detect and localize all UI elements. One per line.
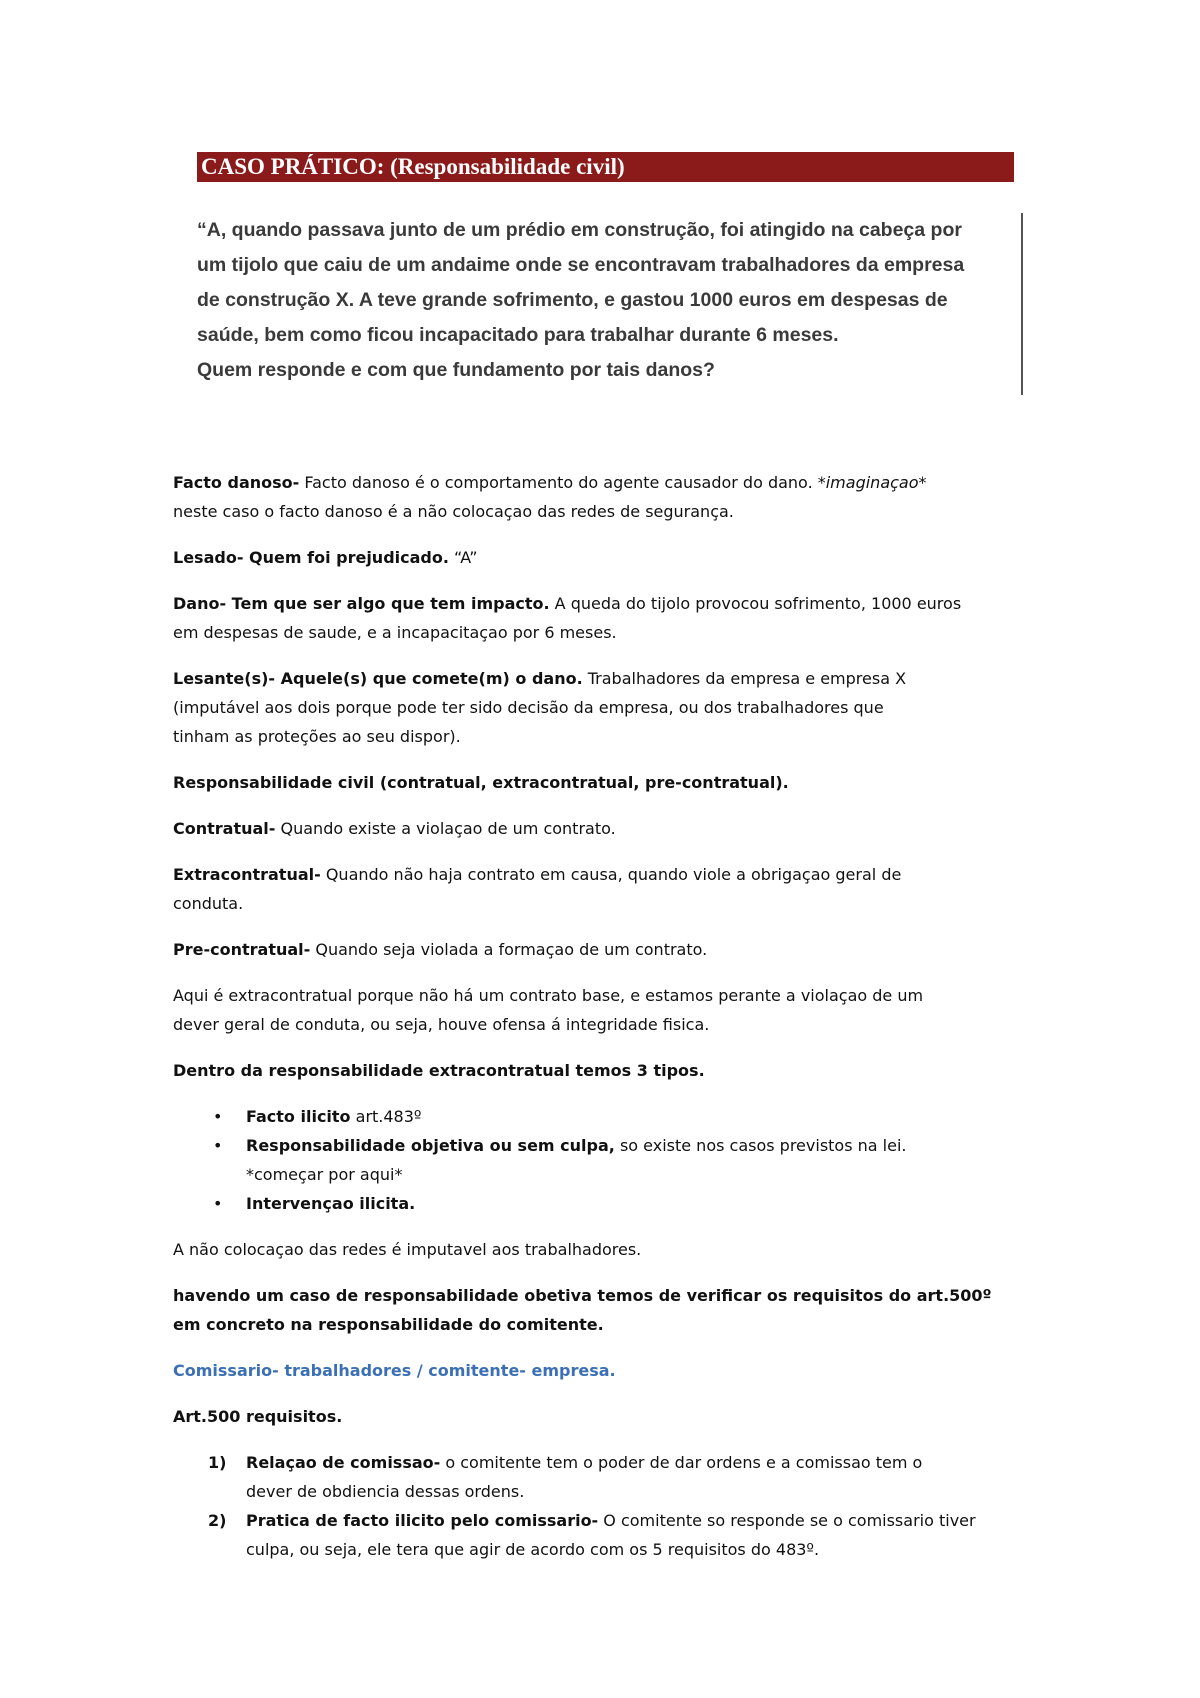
bullet-marker: • xyxy=(213,1107,223,1126)
term-label: Lesado- Quem foi prejudicado. xyxy=(173,548,449,567)
list-number: 2) xyxy=(208,1511,227,1530)
case-title-bar xyxy=(197,152,1014,182)
notes-body xyxy=(173,468,1033,1564)
list-item-continuation: dever de obdiencia dessas ordens. xyxy=(246,1482,525,1501)
list-item-title: Relaçao de comissao- xyxy=(246,1453,441,1472)
paragraph-continuation: neste caso o facto danoso é a não colocaçao das redes de segurança. xyxy=(173,502,734,521)
list-item xyxy=(173,1448,1033,1506)
tipos-heading: Dentro da responsabilidade extracontratual temos 3 tipos. xyxy=(173,1061,705,1080)
comissario-comitente-line: Comissario- trabalhadores / comitente- empresa. xyxy=(173,1361,616,1380)
case-line: um tijolo que caiu de um andaime onde se encontravam trabalhadores da empresa xyxy=(197,254,965,276)
case-title-suffix: (Responsabilidade civil) xyxy=(384,154,625,179)
definition-text: Quando não haja contrato em causa, quando viole a obrigaçao geral de xyxy=(320,865,902,884)
case-statement xyxy=(197,213,1023,395)
requisitos-numbered-list xyxy=(173,1448,1033,1564)
case-line: saúde, bem como ficou incapacitado para trabalhar durante 6 meses. xyxy=(197,324,839,346)
responsabilidade-civil-heading: Responsabilidade civil (contratual, extracontratual, pre-contratual). xyxy=(173,773,789,792)
list-number: 1) xyxy=(208,1453,227,1472)
term-label: Pre-contratual- xyxy=(173,940,311,959)
definition-text: A queda do tijolo provocou sofrimento, 1000 euros xyxy=(549,594,962,613)
paragraph-continuation: dever geral de conduta, ou seja, houve ofensa á integridade fisica. xyxy=(173,1015,710,1034)
types-bullet-list xyxy=(173,1102,1033,1218)
list-item xyxy=(173,1506,1033,1564)
list-item-title: Responsabilidade objetiva ou sem culpa, xyxy=(246,1136,615,1155)
lesado-paragraph xyxy=(173,543,1033,572)
bullet-marker: • xyxy=(213,1136,223,1155)
aqui-paragraph xyxy=(173,981,1033,1039)
extracontratual-paragraph xyxy=(173,860,1033,918)
case-question: Quem responde e com que fundamento por tais danos? xyxy=(197,359,715,381)
case-line: de construção X. A teve grande sofrimento, e gastou 1000 euros em despesas de xyxy=(197,289,948,311)
paragraph-continuation: conduta. xyxy=(173,894,244,913)
havendo-paragraph xyxy=(173,1281,1033,1339)
case-line: “A, quando passava junto de um prédio em construção, foi atingido na cabeça por xyxy=(197,219,962,241)
term-label: Extracontratual- xyxy=(173,865,321,884)
term-label: Facto danoso- xyxy=(173,473,300,492)
list-item-title: Facto ilicito xyxy=(246,1107,351,1126)
paragraph-text: Aqui é extracontratual porque não há um contrato base, e estamos perante a violaçao de um xyxy=(173,986,924,1005)
lesante-paragraph xyxy=(173,664,1033,751)
list-item-text: o comitente tem o poder de dar ordens e a comissao tem o xyxy=(440,1453,923,1472)
art500-heading: Art.500 requisitos. xyxy=(173,1407,343,1426)
bullet-marker: • xyxy=(213,1194,223,1213)
list-item xyxy=(173,1102,1033,1131)
nao-colocacao-paragraph: A não colocaçao das redes é imputavel aos trabalhadores. xyxy=(173,1240,642,1259)
italic-note: *imaginaçao* xyxy=(817,473,927,492)
paragraph-continuation: tinham as proteções ao seu dispor). xyxy=(173,727,461,746)
list-item xyxy=(173,1189,1033,1218)
list-item-title: Intervençao ilicita. xyxy=(246,1194,416,1213)
facto-danoso-paragraph xyxy=(173,468,1033,526)
term-label: Lesante(s)- Aquele(s) que comete(m) o dano. xyxy=(173,669,583,688)
contratual-paragraph xyxy=(173,814,1033,843)
list-item-note: *começar por aqui* xyxy=(246,1165,403,1184)
list-item-continuation: culpa, ou seja, ele tera que agir de acordo com os 5 requisitos do 483º. xyxy=(246,1540,820,1559)
term-label: Contratual- xyxy=(173,819,276,838)
list-item-text: so existe nos casos previstos na lei. xyxy=(614,1136,907,1155)
list-item-text: O comitente so responde se o comissario tiver xyxy=(598,1511,976,1530)
definition-text: Facto danoso é o comportamento do agente causador do dano. xyxy=(299,473,818,492)
definition-text: “A” xyxy=(448,548,478,567)
paragraph-continuation: em despesas de saude, e a incapacitaçao por 6 meses. xyxy=(173,623,617,642)
paragraph-text: havendo um caso de responsabilidade obetiva temos de verificar os requisitos do art.500º xyxy=(173,1286,992,1305)
case-title-prefix: CASO PRÁTICO: xyxy=(201,154,385,179)
term-label: Dano- Tem que ser algo que tem impacto. xyxy=(173,594,550,613)
dano-paragraph xyxy=(173,589,1033,647)
precontratual-paragraph xyxy=(173,935,1033,964)
definition-text: Quando existe a violaçao de um contrato. xyxy=(275,819,616,838)
definition-text: Trabalhadores da empresa e empresa X xyxy=(582,669,907,688)
list-item xyxy=(173,1131,1033,1189)
paragraph-continuation: em concreto na responsabilidade do comitente. xyxy=(173,1315,604,1334)
list-item-text: art.483º xyxy=(350,1107,422,1126)
paragraph-continuation: (imputável aos dois porque pode ter sido decisão da empresa, ou dos trabalhadores que xyxy=(173,698,884,717)
list-item-title: Pratica de facto ilicito pelo comissario- xyxy=(246,1511,599,1530)
definition-text: Quando seja violada a formaçao de um contrato. xyxy=(310,940,708,959)
